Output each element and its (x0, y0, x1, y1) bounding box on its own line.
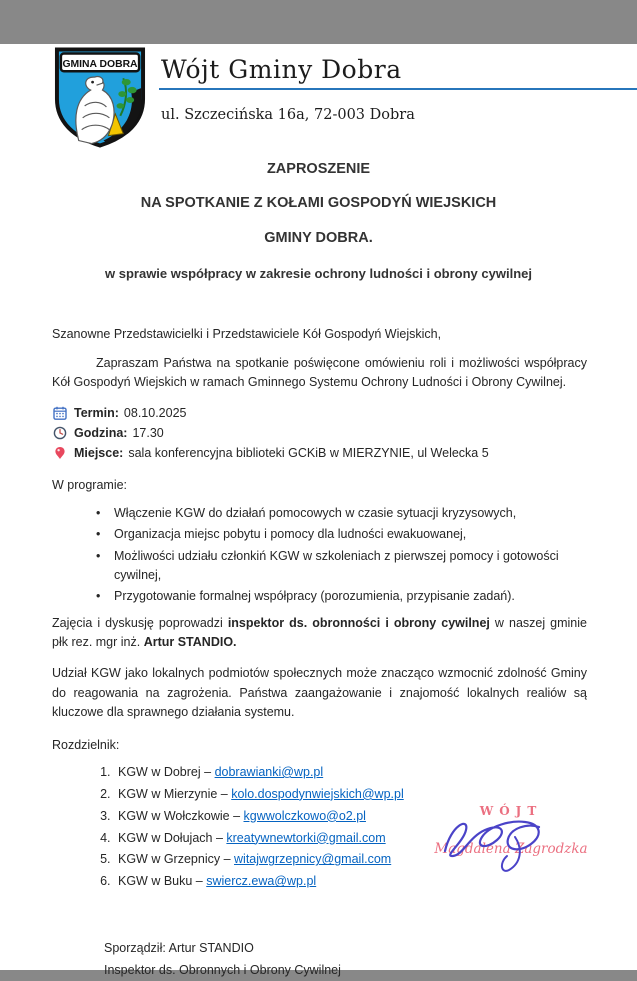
invitation-heading-1: ZAPROSZENIE (266, 161, 371, 177)
recipient-name: KGW w Grzepnicy – (118, 852, 231, 867)
conductor-paragraph (52, 614, 587, 653)
detail-value-date: 08.10.2025 (123, 406, 187, 421)
program-item: • Przygotowanie formalnej współpracy (porozumienia, przypisanie zadań). (52, 587, 587, 606)
conductor-role-bold: inspektor ds. obronności i obrony cywilnej (227, 615, 490, 630)
program-list (52, 504, 587, 607)
salutation: Szanowne Przedstawicielki i Przedstawiciele Kół Gospodyń Wiejskich, (52, 327, 442, 342)
recipient-email-link[interactable]: kreatywnewtorki@gmail.com (226, 830, 386, 845)
municipality-coat-of-arms-icon (52, 44, 148, 151)
header-address: ul. Szczecińska 16a, 72-003 Dobra (161, 106, 415, 123)
document-page (0, 44, 637, 977)
invitation-headings (53, 161, 584, 284)
detail-value-place: sala konferencyjna biblioteki GCKiB w MIERZYNIE, ul Welecka 5 (128, 446, 489, 461)
recipient-name: KGW w Dobrej – (118, 764, 212, 779)
detail-value-time: 17.30 (132, 426, 164, 441)
detail-row-time (52, 423, 587, 443)
page-title: Wójt Gminy Dobra (161, 55, 402, 84)
invitation-heading-3: GMINY DOBRA. (264, 229, 373, 246)
invitation-heading-2: NA SPOTKANIE Z KOŁAMI GOSPODYŃ WIEJSKICH (140, 195, 497, 212)
pin-icon (53, 446, 67, 460)
logo-banner-text: GMINA DOBRA (62, 58, 138, 70)
recipient-email-link[interactable]: swiercz.ewa@wp.pl (206, 874, 317, 889)
footer-role: Inspektor ds. Obronnych i Obrony Cywilnej (104, 962, 341, 977)
footer-prepared-by: Sporządził: Artur STANDIO (104, 940, 254, 955)
signature-scribble-icon (431, 811, 591, 873)
clock-icon (53, 426, 67, 440)
detail-label-time: Godzina: (74, 426, 128, 441)
conductor-text: Zajęcia i dyskusję poprowadzi (52, 615, 228, 630)
intro-paragraph: Zapraszam Państwa na spotkanie poświęcone omówieniu roli i możliwości współpracy Kół Gospodyń Wiejskich w ramach Gminnego Systemu Ochrony Ludności i Obrony Cywilnej. (52, 355, 587, 390)
recipient-email-link[interactable]: kgwwolczkowo@o2.pl (243, 808, 366, 823)
conductor-text: w naszej gminie płk rez. mgr inż. (52, 615, 587, 650)
conductor-name-bold: Artur STANDIO. (143, 635, 237, 650)
list-item (114, 872, 587, 891)
mayor-stamp (411, 802, 611, 860)
program-heading: W programie: (52, 478, 128, 493)
stamp-name: Magdalena Zagrodzka (434, 840, 588, 857)
recipient-name: KGW w Dołujach – (118, 830, 223, 845)
recipient-name: KGW w Wołczkowie – (118, 808, 241, 823)
detail-row-place (52, 443, 587, 463)
meeting-details (52, 403, 587, 463)
recipient-name: KGW w Buku – (118, 874, 203, 889)
program-item: • Możliwości udziału członkiń KGW w szkoleniach z pierwszej pomocy i gotowości cywilnej, (52, 547, 587, 586)
program-item: • Włączenie KGW do działań pomocowych w czasie sytuacji kryzysowych, (52, 504, 587, 523)
recipient-email-link[interactable]: witajwgrzepnicy@gmail.com (234, 852, 392, 867)
list-item (114, 763, 587, 782)
recipient-name: KGW w Mierzynie – (118, 786, 228, 801)
footer (104, 938, 537, 981)
calendar-icon (53, 406, 67, 420)
detail-row-date (52, 403, 587, 423)
program-item: • Organizacja miejsc pobytu i pomocy dla ludności ewakuowanej, (52, 525, 587, 544)
header-divider (159, 88, 637, 90)
recipient-email-link[interactable]: dobrawianki@wp.pl (214, 764, 324, 779)
detail-label-place: Miejsce: (74, 446, 124, 461)
recipient-email-link[interactable]: kolo.dospodynwiejskich@wp.pl (231, 786, 404, 801)
letter-body (52, 325, 587, 981)
stamp-title: WÓJT (479, 804, 543, 818)
header-title-block (159, 44, 637, 126)
distribution-heading: Rozdzielnik: (52, 737, 120, 752)
invitation-subject: w sprawie współpracy w zakresie ochrony ludności i obrony cywilnej (105, 266, 532, 282)
closing-paragraph: Udział KGW jako lokalnych podmiotów społecznych może znacząco wzmocnić zdolność Gminy do reagowania na zagrożenia. Państwa zaangażowanie i znajomość lokalnych realiów są kluczowe dla sprawnego działania systemu. (52, 666, 587, 720)
letterhead (52, 44, 637, 151)
detail-label-date: Termin: (74, 406, 119, 421)
